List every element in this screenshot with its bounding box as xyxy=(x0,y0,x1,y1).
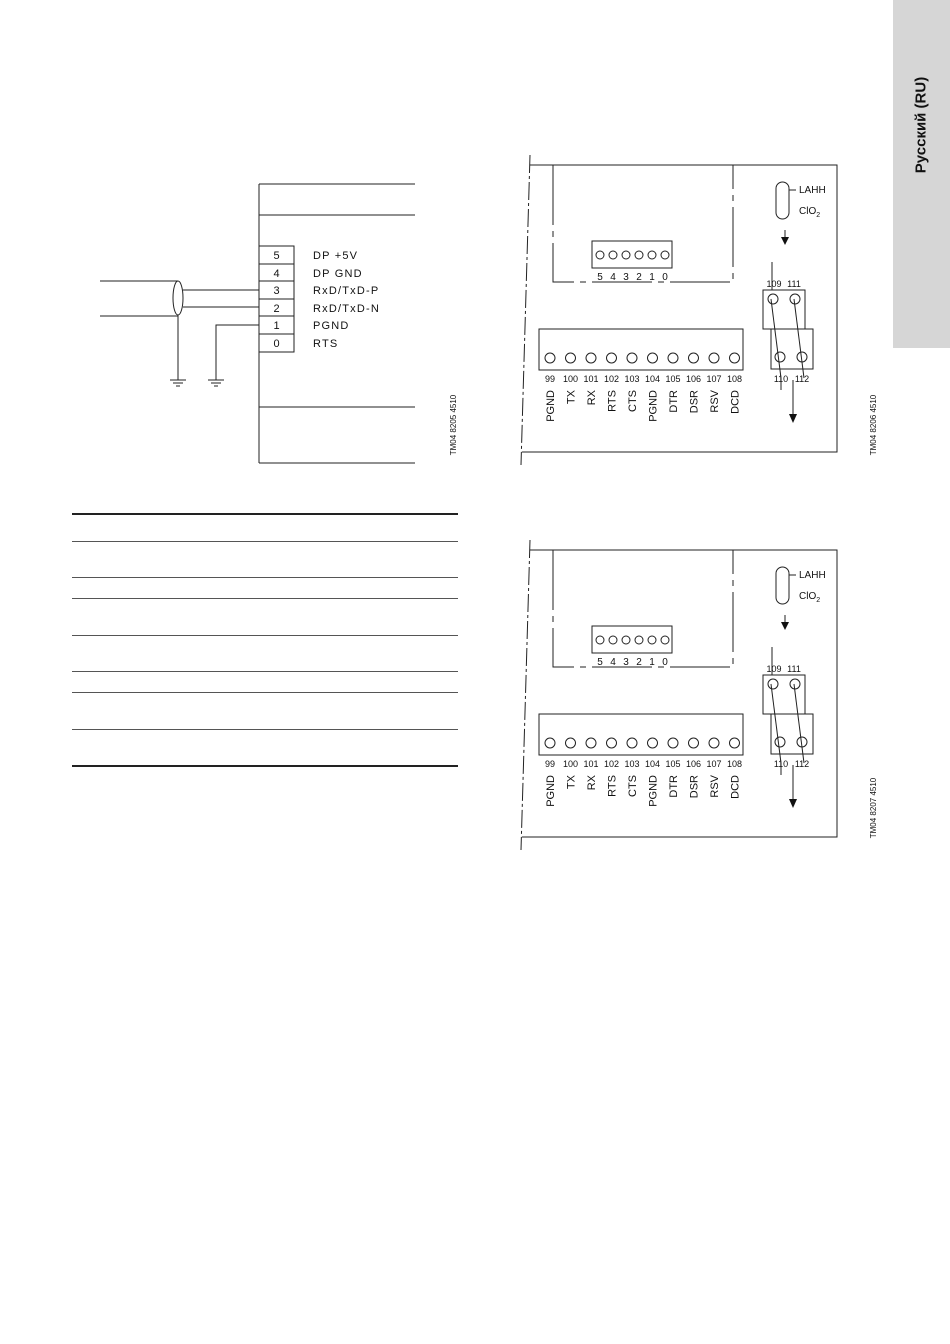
terminal-number: 102 xyxy=(603,374,620,384)
terminal-number: 99 xyxy=(544,759,556,769)
terminal-label: TX xyxy=(565,775,578,790)
terminal-label: RTS xyxy=(606,390,619,412)
pin-number: 4 xyxy=(273,268,280,280)
relay-terminal-number: 112 xyxy=(794,759,810,769)
sensor-label: LAHH xyxy=(799,570,826,581)
pin-label: RxD/TxD-P xyxy=(313,285,380,297)
terminal-number: 102 xyxy=(603,759,620,769)
connector-number: 3 xyxy=(623,272,629,283)
terminal-number: 103 xyxy=(624,374,640,384)
terminal-number: 99 xyxy=(544,374,556,384)
terminal-number: 108 xyxy=(726,759,743,769)
figure-code: TM04 8206 4510 xyxy=(869,394,878,456)
terminal-number: 108 xyxy=(726,374,743,384)
terminal-label: RSV xyxy=(709,775,721,798)
connector-number: 2 xyxy=(636,272,642,283)
connector-number: 0 xyxy=(662,657,668,668)
connector-number: 0 xyxy=(662,272,668,283)
terminal-label: DSR xyxy=(688,775,701,799)
relay-terminal-number: 110 xyxy=(773,759,789,769)
pin-label: RxD/TxD-N xyxy=(313,303,381,315)
terminal-label: RX xyxy=(586,775,598,791)
terminal-number: 103 xyxy=(624,759,640,769)
terminal-label: PGND xyxy=(647,390,660,422)
terminal-number: 106 xyxy=(685,759,702,769)
terminal-label: DTR xyxy=(668,390,680,413)
pin-label: DP +5V xyxy=(313,250,359,262)
terminal-label: DCD xyxy=(729,775,742,799)
terminal-number: 101 xyxy=(583,759,599,769)
terminal-number: 106 xyxy=(685,374,702,384)
terminal-label: DCD xyxy=(729,390,742,414)
connector-number: 3 xyxy=(623,657,629,668)
pin-label: RTS xyxy=(313,338,339,350)
connector-number: 2 xyxy=(636,657,642,668)
terminal-label: PGND xyxy=(545,775,557,807)
connector-number: 5 xyxy=(597,272,603,283)
relay-terminal-number: 111 xyxy=(787,279,801,289)
sensor-label: ClO$_2$ xyxy=(799,206,821,219)
terminal-number: 101 xyxy=(583,374,599,384)
terminal-label: DTR xyxy=(668,775,680,798)
terminal-number: 105 xyxy=(665,759,681,769)
relay-terminal-number: 111 xyxy=(787,664,801,674)
language-tab-label: Русский (RU) xyxy=(912,76,930,174)
pin-number: 2 xyxy=(273,303,280,315)
terminal-number: 100 xyxy=(562,374,579,384)
sensor-label: LAHH xyxy=(799,185,826,196)
figure-code: TM04 8205 4510 xyxy=(449,394,458,456)
terminal-label: TX xyxy=(565,390,578,405)
sensor-label: ClO$_2$ xyxy=(799,591,821,604)
connector-number: 5 xyxy=(597,657,603,668)
terminal-label: DSR xyxy=(688,390,701,414)
terminal-number: 100 xyxy=(562,759,579,769)
terminal-label: RSV xyxy=(709,390,721,413)
connector-number: 4 xyxy=(610,272,616,283)
figure-code: TM04 8207 4510 xyxy=(869,777,878,839)
pin-number: 3 xyxy=(273,285,280,297)
pin-label: DP GND xyxy=(313,268,363,280)
connector-number: 4 xyxy=(610,657,616,668)
relay-terminal-number: 109 xyxy=(766,664,782,674)
terminal-number: 107 xyxy=(706,759,722,769)
terminal-label: CTS xyxy=(627,775,639,797)
terminal-label: PGND xyxy=(647,775,660,807)
terminal-number: 107 xyxy=(706,374,722,384)
pin-number: 0 xyxy=(273,338,280,350)
terminal-label: RTS xyxy=(606,775,619,797)
terminal-number: 104 xyxy=(644,759,661,769)
relay-terminal-number: 110 xyxy=(773,374,789,384)
terminal-number: 105 xyxy=(665,374,681,384)
relay-terminal-number: 109 xyxy=(766,279,782,289)
connector-number: 1 xyxy=(649,657,655,668)
terminal-label: RX xyxy=(586,390,598,406)
terminal-number: 104 xyxy=(644,374,661,384)
terminal-label: CTS xyxy=(627,390,639,412)
terminal-label: PGND xyxy=(545,390,557,422)
pin-number: 1 xyxy=(273,320,280,332)
relay-terminal-number: 112 xyxy=(794,374,810,384)
pin-number: 5 xyxy=(273,250,280,262)
connector-number: 1 xyxy=(649,272,655,283)
pin-label: PGND xyxy=(313,320,350,332)
